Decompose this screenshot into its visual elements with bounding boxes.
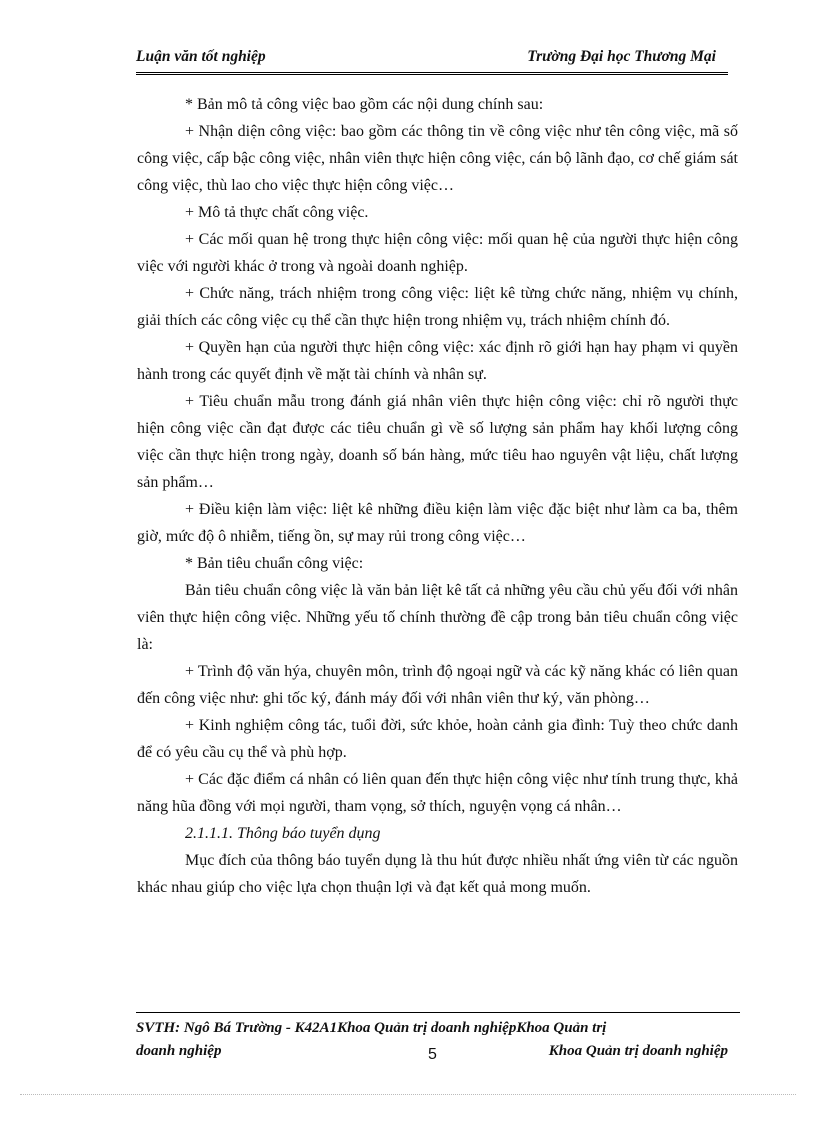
paragraph-job-spec-definition: Bản tiêu chuẩn công việc là văn bản liệt kê tất cả những yêu cầu chủ yếu đối với nhân viên thực hiện công việc. Những yếu tố chính thường đề cập trong bản tiêu chuẩn công việc là: [137,582,738,653]
footer-author-line: SVTH: Ngô Bá Trường - K42A1Khoa Quản trị doanh nghiệpKhoa Quản trị [136,1020,607,1036]
page-footer [136,1012,740,1064]
paragraph-functions-duties: + Chức năng, trách nhiệm trong công việc: liệt kê từng chức năng, nhiệm vụ chính, giải thích các công việc cụ thể cần thực hiện trong nhiệm vụ, trách nhiệm chính đó. [137,285,738,329]
paragraph-personal-traits: + Các đặc điểm cá nhân có liên quan đến thực hiện công việc như tính trung thực, khả năng hũa đồng với mọi người, tham vọng, sở thích, nguyện vọng cá nhân… [137,771,738,815]
page-number: 5 [428,1046,437,1063]
header-university: Trường Đại học Thương Mại [527,48,716,65]
paragraph-performance-standards: + Tiêu chuẩn mẫu trong đánh giá nhân viên thực hiện công việc: chỉ rõ người thực hiện công việc cần đạt được các tiêu chuẩn gì về số lượng sản phẩm hay khối lượng công việc cần thực hiện trong ngày, doanh số bán hàng, mức tiêu hao nguyên vật liệu, chất lượng sản phẩm… [137,393,738,491]
paragraph-authority: + Quyền hạn của người thực hiện công việc: xác định rõ giới hạn hay phạm vi quyền hành trong các quyết định về mặt tài chính và nhân sự. [137,339,738,383]
paragraph-experience: + Kinh nghiệm công tác, tuổi đời, sức khỏe, hoàn cảnh gia đình: Tuỳ theo chức danh để có yêu cầu cụ thể và phù hợp. [137,717,738,761]
paragraph-education-skills: + Trình độ văn hýa, chuyên môn, trình độ ngoại ngữ và các kỹ năng khác có liên quan đến công việc như: ghi tốc ký, đánh máy đối với nhân viên thư ký, văn phòng… [137,663,738,707]
paragraph-working-conditions: + Điều kiện làm việc: liệt kê những điều kiện làm việc đặc biệt như làm ca ba, thêm giờ, mức độ ô nhiễm, tiếng ồn, sự may rủi trong công việc… [137,501,738,545]
paragraph-job-description-intro: * Bản mô tả công việc bao gồm các nội dung chính sau: [185,96,544,113]
page-break-divider [20,1094,796,1095]
paragraph-work-relations: + Các mối quan hệ trong thực hiện công việc: mối quan hệ của người thực hiện công việc với người khác ở trong và ngoài doanh nghiệp. [137,231,738,275]
header-thesis-label: Luận văn tốt nghiệp [136,48,266,65]
paragraph-job-nature: + Mô tả thực chất công việc. [185,204,369,221]
paragraph-job-identification: + Nhận diện công việc: bao gồm các thông tin về công việc như tên công việc, mã số công việc, cấp bậc công việc, nhân viên thực hiện công việc, cán bộ lãnh đạo, cơ chế giám sát công việc, thù lao cho việc thực hiện công việc… [137,123,738,194]
paragraph-recruitment-purpose: Mục đích của thông báo tuyển dụng là thu hút được nhiều nhất ứng viên từ các nguồn khác nhau giúp cho việc lựa chọn thuận lợi và đạt kết quả mong muốn. [137,852,738,896]
paragraph-job-spec-heading: * Bản tiêu chuẩn công việc: [185,555,364,572]
page-header [136,46,728,75]
document-body [137,91,738,901]
footer-department-right: Khoa Quản trị doanh nghiệp [548,1043,728,1059]
section-heading-recruitment-notice: 2.1.1.1. Thông báo tuyển dụng [185,825,381,842]
footer-department-left: doanh nghiệp [136,1043,222,1059]
